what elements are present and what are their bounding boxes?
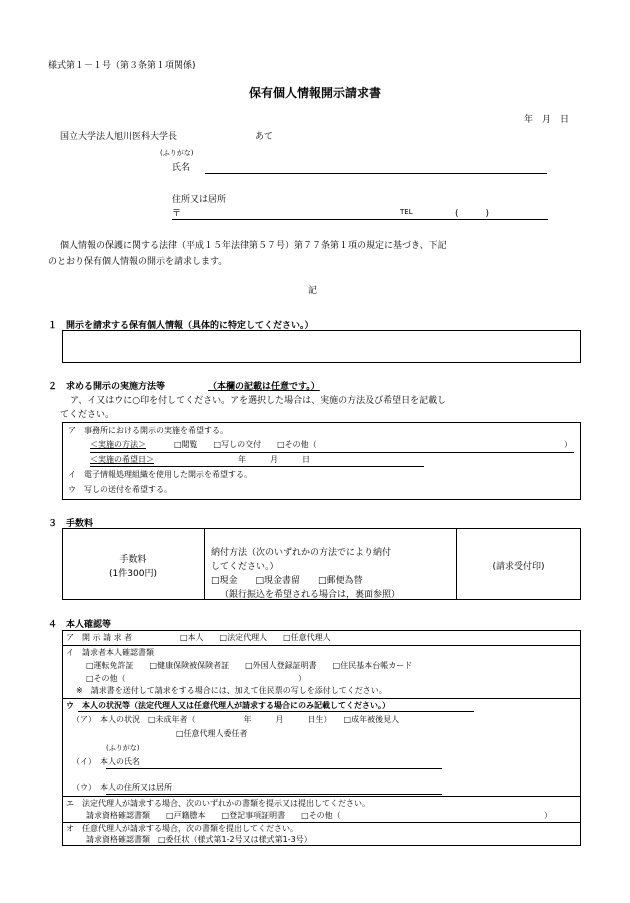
page-title: 保有個人情報開示請求書	[248, 86, 381, 100]
method-options[interactable]: □閲覧 □写しの交付 □その他（	[174, 440, 317, 449]
option-u-mail[interactable]: ウ 写しの送付を希望する。	[68, 485, 172, 494]
section2-instruction-2: てください。	[60, 410, 115, 420]
date-field: 年 月 日	[524, 115, 570, 125]
intro-line-1: 個人情報の保護に関する法律（平成１５年法律第５７号）第７７条第１項の規定に基づき、下記	[60, 241, 447, 251]
date-label: ＜実施の希望日＞	[90, 455, 154, 464]
section2-heading: ２ 求める開示の実施方法等	[48, 382, 166, 392]
tel-label: TEL	[400, 208, 413, 216]
payment-line-2: してください。）	[211, 562, 279, 572]
person-status-a[interactable]: （ア） 本人の状況 □未成年者（ 年 月 日生） □成年被後見人	[72, 715, 400, 724]
fee-divider-1	[204, 528, 205, 600]
payment-line-1: 納付方法（次のいずれかの方法でにより納付	[211, 548, 392, 558]
name-input-line[interactable]	[205, 173, 547, 174]
address-label: 住所又は居所	[172, 195, 227, 205]
section4-row-divider-3	[62, 796, 581, 797]
section3-heading: ３ 手数料	[48, 519, 94, 529]
ki-mark: 記	[308, 286, 318, 296]
form-number: 様式第１－１号（第３条第１項関係)	[48, 61, 196, 71]
id-doc-options-1[interactable]: □運転免許証 □健康保険被保険者証 □外国人登録証明書 □住民基本台帳カード	[86, 661, 413, 670]
payment-note: （銀行振込を希望される場合は，裏面参照）	[220, 590, 401, 600]
person-furigana: (ふりがな)	[106, 744, 140, 752]
id-doc-note: ※ 請求書を送付して請求をする場合には、加えて住民票の写しを添付してください。	[76, 686, 387, 695]
id-doc-other-close: ）	[298, 674, 306, 683]
addressee: 国立大学法人旭川医科大学長	[60, 132, 178, 142]
option-a-office[interactable]: ア 事務所における開示の実施を希望する。	[68, 426, 228, 435]
requester-label: ア 開 示 請 求 者	[66, 633, 133, 642]
voluntary-rep-docs[interactable]: 請求資格確認書類 □委任状（様式第1-2号又は様式第1-3号）	[86, 835, 312, 844]
legal-rep-label: エ 法定代理人が請求する場合、次のいずれかの書類を提示又は提出してください。	[66, 799, 370, 808]
section1-input-box[interactable]	[62, 330, 581, 363]
receipt-stamp-area: (請求受付印)	[492, 562, 545, 572]
payment-options[interactable]: □現金 □現金書留 □郵便為替	[211, 576, 363, 586]
section4-heading: ４ 本人確認等	[48, 620, 112, 630]
date-underline	[90, 466, 424, 467]
voluntary-rep-label: オ 任意代理人が請求する場合，次の書類を提出してください。	[66, 824, 298, 833]
person-status-a2[interactable]: □任意代理人委任者	[176, 729, 248, 738]
tel-parens: ( )	[455, 209, 490, 219]
method-underline	[90, 452, 574, 453]
date-value[interactable]: 年 月 日	[238, 455, 310, 464]
id-doc-other[interactable]: □その他（	[86, 674, 126, 683]
postal-mark: 〒	[172, 209, 182, 219]
section4-row-divider-1	[62, 645, 581, 646]
fee-label: 手数料	[119, 555, 147, 565]
addressee-ate: あて	[255, 132, 274, 142]
person-name: （イ） 本人の氏名	[72, 757, 140, 766]
address-input-line[interactable]	[172, 219, 548, 220]
id-doc-label: イ 請求者本人確認書類	[66, 648, 154, 657]
method-close-paren: ）	[564, 440, 572, 449]
intro-line-2: のとおり保有個人情報の開示を請求します。	[48, 257, 228, 267]
option-i-electronic[interactable]: イ 電子情報処理組織を使用した開示を希望する。	[68, 470, 252, 479]
method-label: ＜実施の方法＞	[90, 440, 146, 449]
legal-rep-docs[interactable]: 請求資格確認書類 □戸籍謄本 □登記事項証明書 □その他（	[86, 811, 341, 820]
requester-options[interactable]: □本人 □法定代理人 □任意代理人	[180, 633, 331, 642]
person-name-line[interactable]	[106, 768, 442, 769]
person-address: （ウ） 本人の住所又は居所	[72, 783, 172, 792]
furigana-label: (ふりがな)	[160, 149, 194, 157]
section2-instruction-1: ア、イ又はウに○印を付してください。アを選択した場合は、実施の方法及び希望日を記載し	[70, 396, 447, 406]
fee-amount: (1件300円)	[109, 569, 157, 579]
person-status-label: ウ 本人の状況等（法定代理人又は任意代理人が請求する場合にのみ記載してください。）	[66, 701, 390, 710]
person-address-line[interactable]	[106, 794, 442, 795]
section1-heading: １ 開示を請求する保有個人情報（具体的に特定してください。）	[48, 321, 314, 331]
section4-row-divider-2	[62, 698, 581, 699]
name-label: 氏名	[172, 163, 191, 173]
section2-heading-note: （本欄の記載は任意です。）	[208, 382, 320, 392]
person-status-underline	[78, 711, 474, 712]
legal-rep-close: ）	[544, 811, 552, 820]
